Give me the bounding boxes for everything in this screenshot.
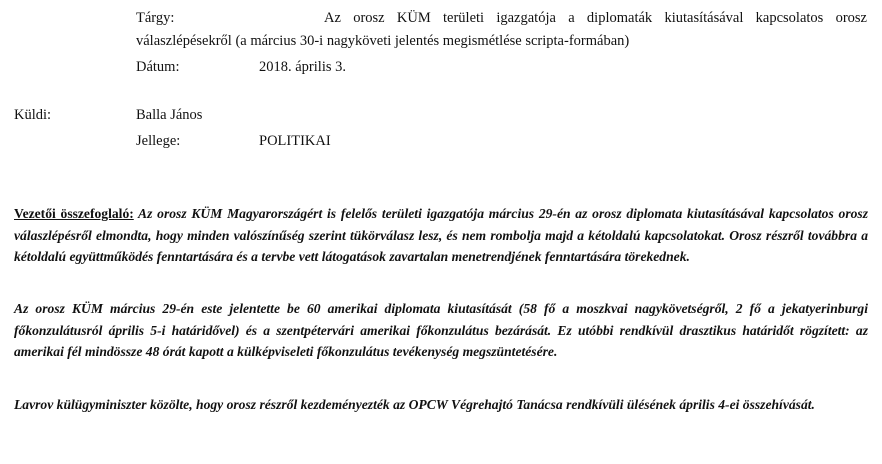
sender-label: Küldi: [14, 107, 52, 123]
subject-line-1: Az orosz KÜM területi igazgatója a diplomaták kiutasításával kapcsolatos orosz [324, 10, 867, 26]
body-paragraph-2: Az orosz KÜM március 29-én este jelentette be 60 amerikai diplomata kiutasítását (58 fő a moszkvai nagykövetségről, 2 fő a jekatyerinburgi főkonzulátusról április 5-i határidővel) és a szentpétervári amerikai főkonzulátus bezárását. Ez utóbbi rendkívül drasztikus határidőt rögzített: az amerikai fél mindössze 48 órát kapott a külképviseleti főkonzulátus tevékenység megszüntetésére. [14, 301, 868, 360]
sender-value: Balla János [136, 107, 203, 123]
subject-line-2: válaszlépésekről (a március 30-i nagyköveti jelentés megismétlése scripta-formában) [136, 32, 630, 49]
date-value: 2018. április 3. [259, 59, 346, 75]
nature-label: Jellege: [136, 133, 181, 149]
nature-value: POLITIKAI [259, 133, 331, 149]
body-paragraph-3: Lavrov külügyminiszter közölte, hogy orosz részről kezdeményezték az OPCW Végrehajtó Tanácsa rendkívüli ülésének április 4-ei összehívását. [14, 397, 815, 412]
date-label: Dátum: [136, 59, 180, 75]
subject-label: Tárgy: [136, 10, 175, 26]
summary-text: Az orosz KÜM Magyarországért is felelős területi igazgatója március 29-én az orosz diplomata kiutasításával kapcsolatos orosz válaszlépésről elmondta, hogy minden valószínűség szerint tükörválasz lesz, és nem rombolja majd a kétoldalú kapcsolatokat. Orosz részről továbbra a kétoldalú együttműködés fenntartására és a tervbe vett látogatások zavartalan menetrendjének fenntartására törekednek. [14, 206, 868, 265]
summary-label: Vezetői összefoglaló: [14, 206, 134, 221]
subject-text [136, 7, 867, 52]
summary-paragraph [14, 203, 868, 268]
